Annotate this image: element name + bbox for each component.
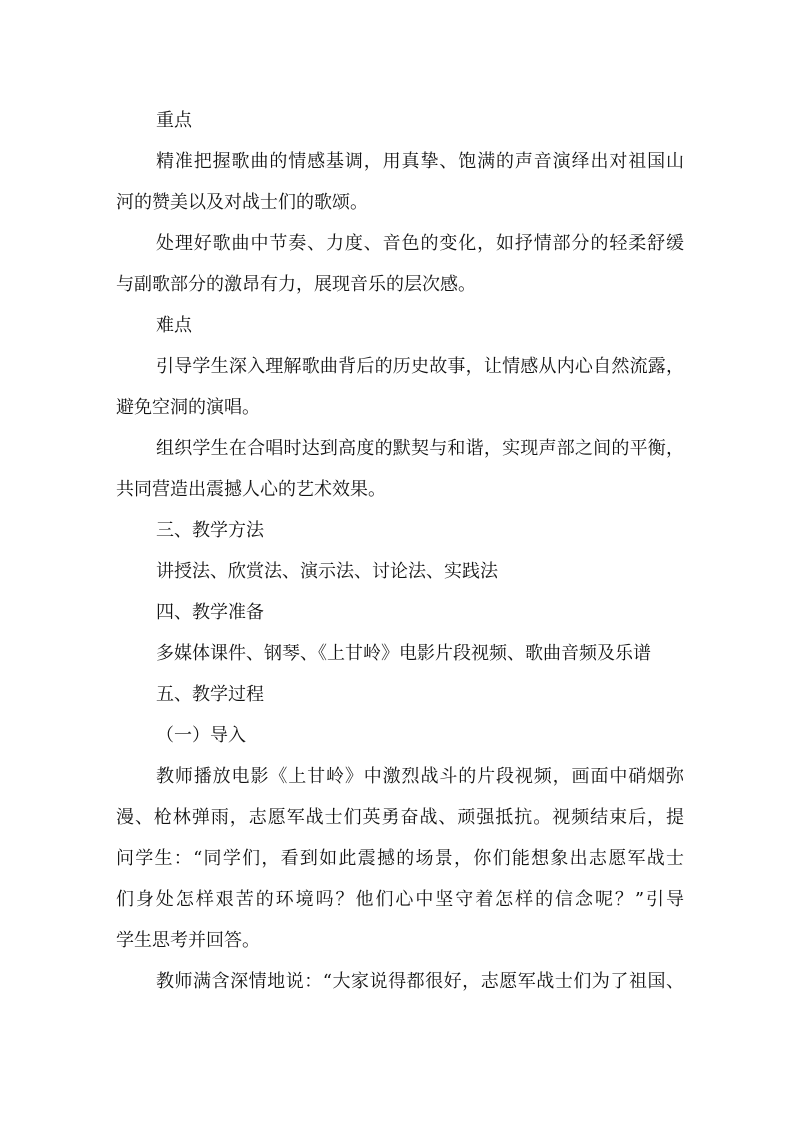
document-body	[116, 100, 684, 1002]
text-line: 多媒体课件、钢琴、《上甘岭》电影片段视频、歌曲音频及乐谱	[156, 643, 651, 664]
text-line: 引导学生深入理解歌曲背后的历史故事，让情感从内心自然流露，	[156, 356, 684, 377]
text-line: 学生思考并回答。	[116, 930, 260, 951]
text-line: 讲授法、欣赏法、演示法、讨论法、实践法	[156, 561, 498, 582]
text-line: 与副歌部分的激昂有力，展现音乐的层次感。	[116, 274, 476, 295]
text-line: 重点	[156, 110, 192, 131]
text-line: 四、教学准备	[156, 602, 264, 623]
text-line: 难点	[156, 315, 192, 336]
text-line: 三、教学方法	[156, 520, 264, 541]
text-line: 精准把握歌曲的情感基调，用真挚、饱满的声音演绎出对祖国山	[156, 151, 684, 172]
text-line: 河的赞美以及对战士们的歌颂。	[116, 192, 368, 213]
text-line: 处理好歌曲中节奏、力度、音色的变化，如抒情部分的轻柔舒缓	[156, 233, 684, 254]
text-line: 组织学生在合唱时达到高度的默契与和谐，实现声部之间的平衡，	[156, 438, 684, 459]
text-line: 共同营造出震撼人心的艺术效果。	[116, 479, 386, 500]
text-line: 教师满含深情地说：“大家说得都很好，志愿军战士们为了祖国、	[156, 971, 684, 992]
text-line: （一）导入	[156, 725, 246, 746]
text-line: 们身处怎样艰苦的环境吗？他们心中坚守着怎样的信念呢？”引导	[116, 889, 684, 910]
text-line: 漫、枪林弹雨，志愿军战士们英勇奋战、顽强抵抗。视频结束后，提	[116, 807, 684, 828]
text-line: 避免空洞的演唱。	[116, 397, 260, 418]
text-line: 问学生：“同学们，看到如此震撼的场景，你们能想象出志愿军战士	[116, 848, 684, 869]
text-line: 教师播放电影《上甘岭》中激烈战斗的片段视频，画面中硝烟弥	[156, 766, 684, 787]
text-line: 五、教学过程	[156, 684, 264, 705]
